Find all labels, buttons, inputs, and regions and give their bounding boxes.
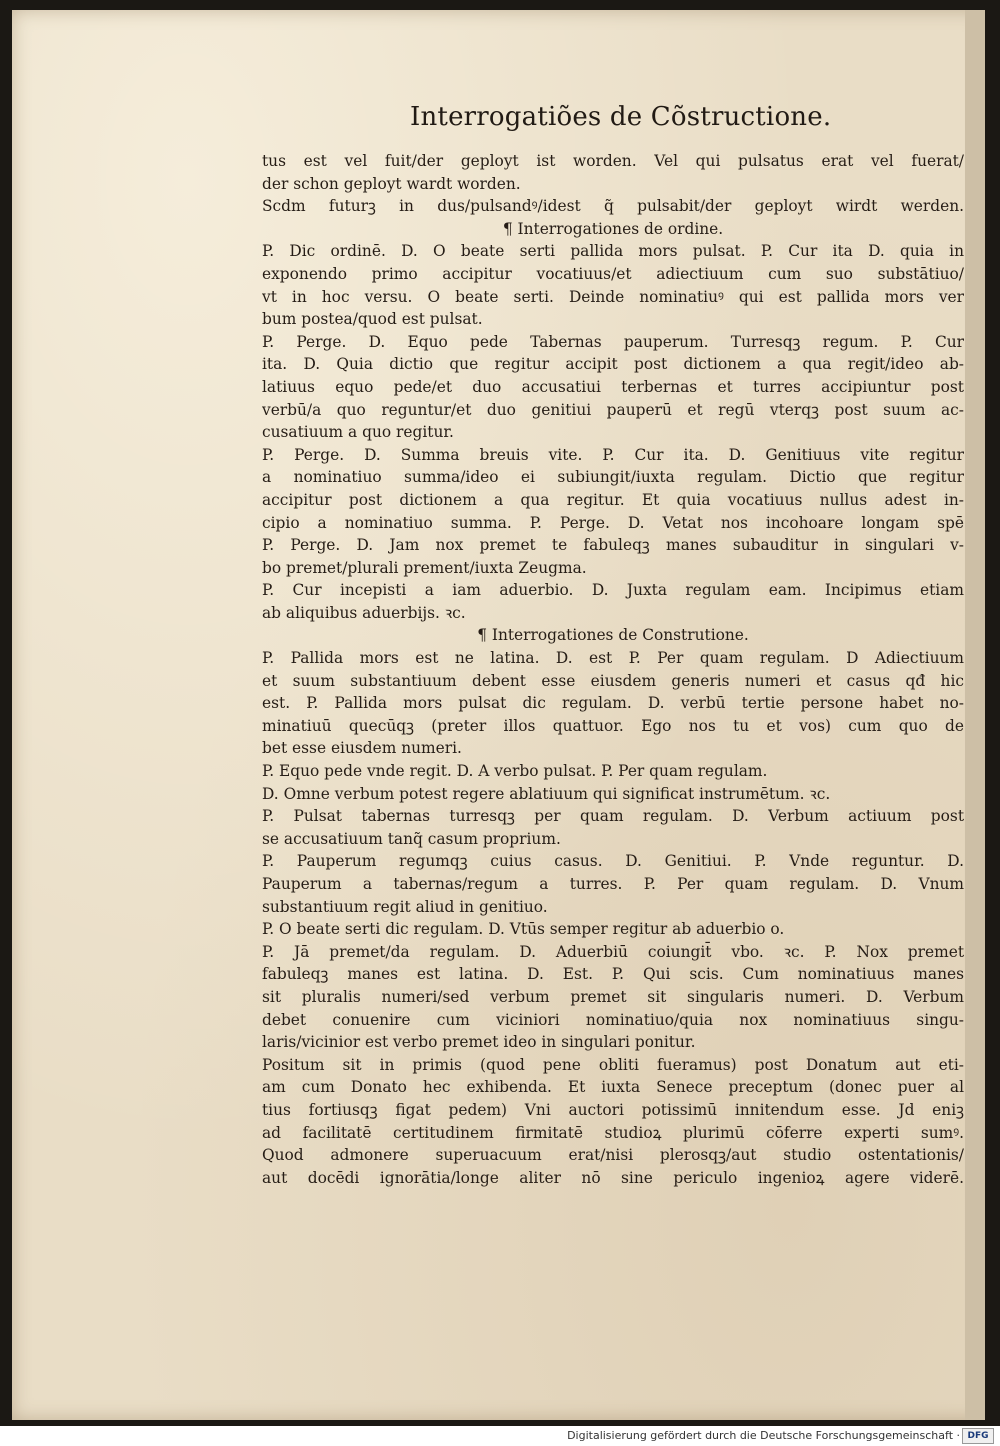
text-line: a nominatiuo summa/ideo ei subiungit/iuxta regulam. Dictio que regitur (262, 468, 964, 487)
text-line: P. Perge. D. Equo pede Tabernas pauperum. Turresqꝫ regum. P. Cur (262, 332, 964, 351)
text-line: P. Perge. D. Summa breuis vite. P. Cur ita. D. Genitiuus vite regitur (262, 445, 964, 464)
text-line: sit pluralis numeri/sed verbum premet sit singularis numeri. D. Verbum (262, 987, 964, 1006)
text-line: D. Omne verbum potest regere ablatiuum qui significat instrumētum. ꝛc. (262, 784, 831, 803)
text-line: P. Equo pede vnde regit. D. A verbo pulsat. P. Per quam regulam. (262, 762, 768, 781)
text-line: bo premet/plurali prement/iuxta Zeugma. (262, 558, 587, 577)
text-line: P. Pauperum regumqꝫ cuius casus. D. Genitiui. P. Vnde reguntur. D. (262, 852, 964, 871)
text-line: est. P. Pallida mors pulsat dic regulam. D. verbū tertie persone habet no- (262, 694, 964, 713)
text-line: bet esse eiusdem numeri. (262, 739, 462, 758)
text-line: fabuleqꝫ manes est latina. D. Est. P. Qui scis. Cum nominatiuus manes (262, 965, 964, 984)
text-line: cipio a nominatiuo summa. P. Perge. D. Vetat nos incohoare longam spē (262, 513, 964, 532)
text-line: se accusatiuum tanq̃ casum proprium. (262, 829, 561, 848)
text-line: P. Pulsat tabernas turresqꝫ per quam regulam. D. Verbum actiuum post (262, 807, 964, 826)
dfg-logo: DFG (962, 1428, 994, 1444)
text-line: ab aliquibus aduerbijs. ꝛc. (262, 603, 466, 622)
text-line: Scdm futurꝫ in dus/pulsandꝰ/idest q̃ pulsabit/der geployt wirdt werden. (262, 197, 964, 216)
text-line: P. Cur incepisti a iam aduerbio. D. Juxta regulam eam. Incipimus etiam (262, 581, 964, 600)
text-line: vt in hoc versu. O beate serti. Deinde nominatiuꝰ qui est pallida mors ver (262, 287, 964, 306)
text-line: P. Jā premet/da regulam. D. Aduerbiū coiungit̄ vbo. ꝛc. P. Nox premet (262, 942, 964, 961)
text-line: bum postea/quod est pulsat. (262, 310, 483, 329)
text-line: am cum Donato hec exhibenda. Et iuxta Senece preceptum (donec puer al (262, 1078, 964, 1097)
text-line: laris/vicinior est verbo premet ideo in singulari ponitur. (262, 1033, 696, 1052)
text-line: ita. D. Quia dictio que regitur accipit post dictionem a qua regit/ideo ab- (262, 355, 964, 374)
text-line: P. Dic ordinē. D. O beate serti pallida mors pulsat. P. Cur ita D. quia in (262, 242, 964, 261)
text-line: der schon geployt wardt worden. (262, 174, 521, 193)
text-line: et suum substantiuum debent esse eiusdem generis numeri et casus qđ hic (262, 671, 964, 690)
text-line: P. Perge. D. Jam nox premet te fabuleqꝫ manes subauditur in singulari v- (262, 536, 964, 555)
text-line: aut docēdi ignorātia/longe aliter nō sine periculo ingenioꝝ agere viderē. (262, 1168, 964, 1187)
text-line: P. O beate serti dic regulam. D. Vtūs semper regitur ab aduerbio o. (262, 920, 785, 939)
text-line: ¶ Interrogationes de ordine. (502, 219, 724, 238)
page-edge (965, 10, 985, 1420)
text-line: cusatiuum a quo regitur. (262, 423, 454, 442)
text-line: P. Pallida mors est ne latina. D. est P. Per quam regulam. D Adiectiuum (262, 649, 964, 668)
text-line: substantiuum regit aliud in genitiuo. (262, 897, 548, 916)
text-line: tus est vel fuit/der geployt ist worden. Vel qui pulsatus erat vel fuerat/ (262, 152, 964, 170)
text-line: debet conuenire cum viciniori nominatiuo/quia nox nominatiuus singu- (262, 1010, 964, 1029)
page-body-text (262, 150, 964, 1189)
text-line: verbū/a quo reguntur/et duo genitiui pauperū et regū vterqꝫ post suum ac- (262, 400, 964, 419)
funding-note: Digitalisierung gefördert durch die Deutsche Forschungsgemeinschaft · (567, 1429, 960, 1442)
text-line: minatiuū quecūqꝫ (preter illos quattuor. Ego nos tu et vos) cum quo de (262, 716, 964, 735)
text-line: Quod admonere superuacuum erat/nisi plerosqꝫ/aut studio ostentationis/ (262, 1146, 964, 1165)
text-line: ¶ Interrogationes de Construtione. (477, 626, 749, 645)
text-line: Positum sit in primis (quod pene obliti fueramus) post Donatum aut eti- (262, 1055, 964, 1074)
page-heading: Interrogatiões de Cõstructione. (410, 102, 832, 132)
text-line: tius fortiusqꝫ figat pedem) Vni auctori potissimū innitendum esse. Jd eniꝫ (262, 1100, 964, 1119)
text-line: ad facilitatē certitudinem firmitatē studioꝝ plurimū cōferre experti sumꝰ. (262, 1123, 964, 1142)
text-line: exponendo primo accipitur vocatiuus/et adiectiuum cum suo substātiuo/ (262, 264, 964, 283)
text-line: latiuus equo pede/et duo accusatiui terbernas et turres accipiuntur post (262, 377, 964, 396)
text-line: Pauperum a tabernas/regum a turres. P. Per quam regulam. D. Vnum (262, 875, 964, 893)
text-line: accipitur post dictionem a qua regitur. Et quia vocatiuus nullus adest in- (262, 490, 964, 509)
